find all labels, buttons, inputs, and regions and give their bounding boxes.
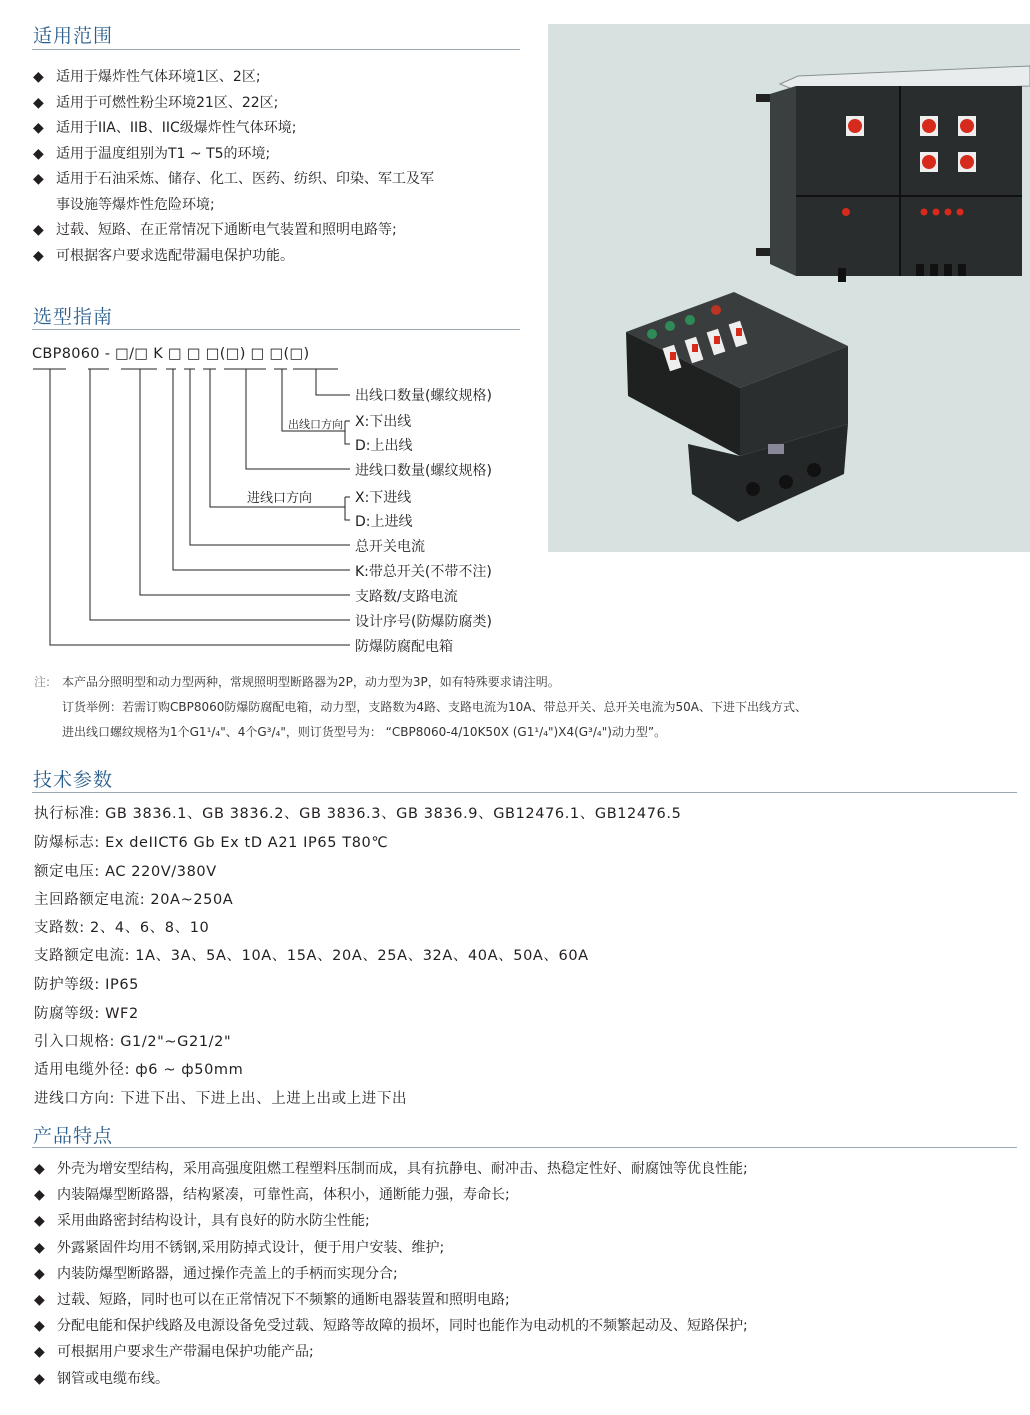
- label-k: K:带总开关(不带不注): [355, 564, 492, 580]
- list-item: ◆ 外露紧固件均用不锈钢,采用防掉式设计，便于用户安装、维护;: [34, 1235, 748, 1261]
- label-main-current: 总开关电流: [355, 539, 425, 555]
- features-divider: [32, 1147, 1017, 1148]
- list-item: ◆ 适用于可燃性粉尘环境21区、22区;: [33, 91, 533, 117]
- list-item: ◆ 可根据用户要求生产带漏电保护功能产品;: [34, 1339, 748, 1365]
- label-in-dir: 进线口方向: [247, 491, 313, 506]
- features-list: [34, 1156, 748, 1392]
- list-item: ◆ 可根据客户要求选配带漏电保护功能。: [33, 244, 533, 270]
- tech-divider: [32, 792, 1017, 793]
- scope-title: 适用范围: [33, 25, 114, 47]
- label-out-d: D:上出线: [355, 438, 413, 454]
- note-prefix: 注:: [34, 675, 51, 689]
- label-out-count: 出线口数量(螺纹规格): [355, 388, 492, 404]
- param-entry-spec: 引入口规格: G1/2"~G21/2": [34, 1034, 232, 1050]
- param-voltage: 额定电压: AC 220V/380V: [34, 864, 217, 880]
- list-item: ◆ 过载、短路，同时也可以在正常情况下不频繁的通断电器装置和照明电路;: [34, 1287, 748, 1313]
- param-main-current: 主回路额定电流: 20A~250A: [34, 892, 234, 908]
- list-item-continuation: 事设施等爆炸性危险环境;: [56, 196, 215, 213]
- list-item: ◆ 适用于温度组别为T1 ~ T5的环境;: [33, 142, 533, 168]
- param-branches: 支路数: 2、4、6、8、10: [34, 920, 210, 936]
- model-code: CBP8060 - □/□ K □ □ □(□) □ □(□): [32, 346, 310, 362]
- note-line-1: 本产品分照明型和动力型两种，常规照明型断路器为2P，动力型为3P，如有特殊要求请注明。: [62, 675, 560, 689]
- features-title: 产品特点: [33, 1125, 114, 1147]
- label-in-x: X:下进线: [355, 490, 412, 506]
- distribution-box-illustration: [548, 24, 1030, 552]
- product-photo: [548, 24, 1030, 552]
- label-product: 防爆防腐配电箱: [355, 639, 453, 655]
- param-entry-direction: 进线口方向: 下进下出、下进上出、上进上出或上进下出: [34, 1091, 408, 1107]
- list-item: ◆ 钢管或电缆布线。: [34, 1366, 748, 1392]
- list-item: ◆ 内装隔爆型断路器，结构紧凑，可靠性高，体积小，通断能力强，寿命长;: [34, 1182, 748, 1208]
- list-item: ◆ 适用于爆炸性气体环境1区、2区;: [33, 65, 533, 91]
- label-out-x: X:下出线: [355, 414, 412, 430]
- label-out-dir: 出线口方向: [288, 418, 343, 431]
- list-item: ◆ 内装防爆型断路器，通过操作壳盖上的手柄而实现分合;: [34, 1261, 748, 1287]
- label-in-d: D:上进线: [355, 514, 413, 530]
- list-item: ◆ 适用于石油采炼、储存、化工、医药、纺织、印染、军工及军: [33, 167, 533, 193]
- label-design: 设计序号(防爆防腐类): [355, 614, 492, 630]
- note-line-3: 进出线口螺纹规格为1个G1¹/₄"、4个G³/₄"，则订货型号为： “CBP8060-4/10K50X (G1¹/₄")X4(G³/₄")动力型”。: [62, 725, 667, 739]
- list-item: ◆ 采用曲路密封结构设计，具有良好的防水防尘性能;: [34, 1208, 748, 1234]
- param-cable-diameter: 适用电缆外径: ф6 ~ ф50mm: [34, 1062, 244, 1078]
- tech-title: 技术参数: [33, 769, 114, 791]
- label-branch: 支路数/支路电流: [355, 589, 458, 605]
- list-item: ◆ 适用于IIA、IIB、IIC级爆炸性气体环境;: [33, 116, 533, 142]
- param-standard: 执行标准: GB 3836.1、GB 3836.2、GB 3836.3、GB 3836.9、GB12476.1、GB12476.5: [34, 806, 682, 822]
- label-in-count: 进线口数量(螺纹规格): [355, 463, 492, 479]
- param-ex-mark: 防爆标志: Ex deIICT6 Gb Ex tD A21 IP65 T80℃: [34, 835, 389, 851]
- param-anticorrosion: 防腐等级: WF2: [34, 1006, 139, 1022]
- param-protection: 防护等级: IP65: [34, 977, 139, 993]
- guide-title: 选型指南: [33, 306, 114, 328]
- list-item: ◆ 分配电能和保护线路及电源设备免受过载、短路等故障的损坏，同时也能作为电动机的不频繁起动及、短路保护;: [34, 1313, 748, 1339]
- list-item: ◆ 过载、短路、在正常情况下通断电气装置和照明电路等;: [33, 218, 533, 244]
- list-item: ◆ 外壳为增安型结构，采用高强度阻燃工程塑料压制而成，具有抗静电、耐冲击、热稳定性好、耐腐蚀等优良性能;: [34, 1156, 748, 1182]
- param-branch-current: 支路额定电流: 1A、3A、5A、10A、15A、20A、25A、32A、40A、50A、60A: [34, 948, 589, 964]
- note-line-2: 订货举例：若需订购CBP8060防爆防腐配电箱，动力型，支路数为4路、支路电流为10A、带总开关、总开关电流为50A、下进下出线方式、: [62, 700, 807, 714]
